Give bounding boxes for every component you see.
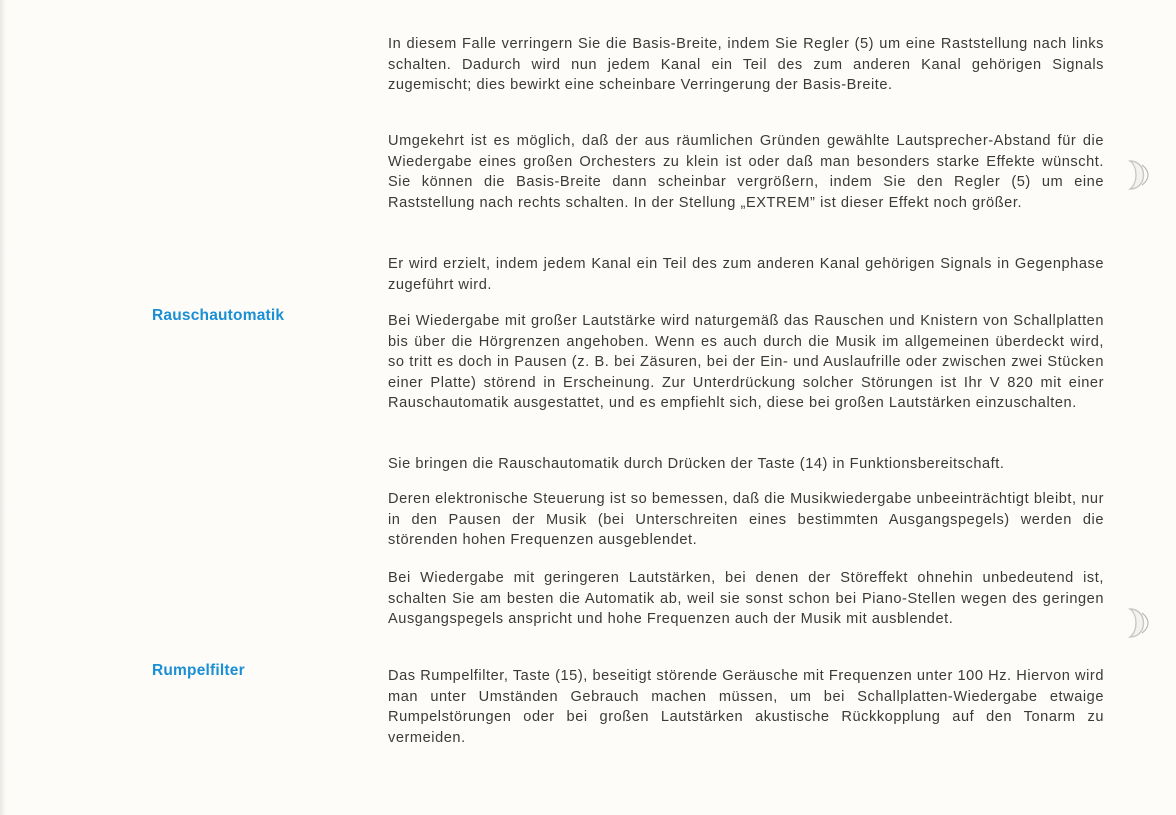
paragraph-rumpelfilter: Das Rumpelfilter, Taste (15), beseitigt störende Geräusche mit Frequenzen unter 100 Hz. Hiervon wird man unter Umständen Gebrauch machen müssen, um bei Schallplatten-Wiedergabe etwaige Rumpelstörungen oder bei großen Lautstärken akustische Rückkopplung auf den Tonarm zu vermeiden. (388, 668, 1104, 746)
paragraph-rauschen: Bei Wiedergabe mit großer Lautstärke wird naturgemäß das Rauschen und Knistern von Schallplatten bis über die Hörgrenzen angehoben. Wenn es auch durch die Musik im allgemeinen überdeckt wird, so tritt es doch in Pausen (z. B. bei Zäsuren, bei der Ein- und Auslaufrille oder zwischen zwei Stücken einer Platte) störend in Erscheinung. Zur Unterdrückung solcher Störungen ist Ihr V 820 mit einer Rauschautomatik ausgestattet, und es empfiehlt sich, diese bei großen Lautstärken einzuschalten. (388, 313, 1104, 411)
paragraph-basis-breite-verringern: In diesem Falle verringern Sie die Basis-Breite, indem Sie Regler (5) um eine Raststellung nach links schalten. Dadurch wird nun jedem Kanal ein Teil des zum anderen Kanal gehörigen Signals zugemischt; dies bewirkt eine scheinbare Verringerung der Basis-Breite. (388, 36, 1104, 93)
punch-hole-icon (1126, 605, 1152, 641)
punch-hole-icon (1126, 157, 1152, 193)
page-binding-edge (0, 0, 6, 815)
section-heading-rauschautomatik: Rauschautomatik (152, 307, 285, 324)
section-heading-rumpelfilter: Rumpelfilter (152, 662, 245, 679)
paragraph-steuerung: Deren elektronische Steuerung ist so bemessen, daß die Musikwiedergabe unbeeinträchtigt bleibt, nur in den Pausen der Musik (bei Unterschreiten eines bestimmten Ausgangspegels) werden die störenden hohen Frequenzen ausgeblendet. (388, 491, 1104, 548)
paragraph-taste-14: Sie bringen die Rauschautomatik durch Drücken der Taste (14) in Funktionsbereitschaft. (388, 456, 1005, 472)
paragraph-geringe-lautstaerke: Bei Wiedergabe mit geringeren Lautstärken, bei denen der Störeffekt ohnehin unbedeutend ist, schalten Sie am besten die Automatik ab, weil sie sonst schon bei Piano-Stellen wegen des geringen Ausgangspegels anspricht und hohe Frequenzen auch der Musik mit ausblendet. (388, 570, 1104, 627)
paragraph-gegenphase: Er wird erzielt, indem jedem Kanal ein Teil des zum anderen Kanal gehörigen Signals in Gegenphase zugeführt wird. (388, 256, 1104, 293)
paragraph-basis-breite-vergroessern: Umgekehrt ist es möglich, daß der aus räumlichen Gründen gewählte Lautsprecher-Abstand für die Wiedergabe eines großen Orchesters zu klein ist oder daß man besonders starke Effekte wünscht. Sie können die Basis-Breite dann scheinbar vergrößern, indem Sie den Regler (5) um eine Raststellung nach rechts schalten. In der Stellung „EXTREM” ist dieser Effekt noch größer. (388, 133, 1104, 211)
